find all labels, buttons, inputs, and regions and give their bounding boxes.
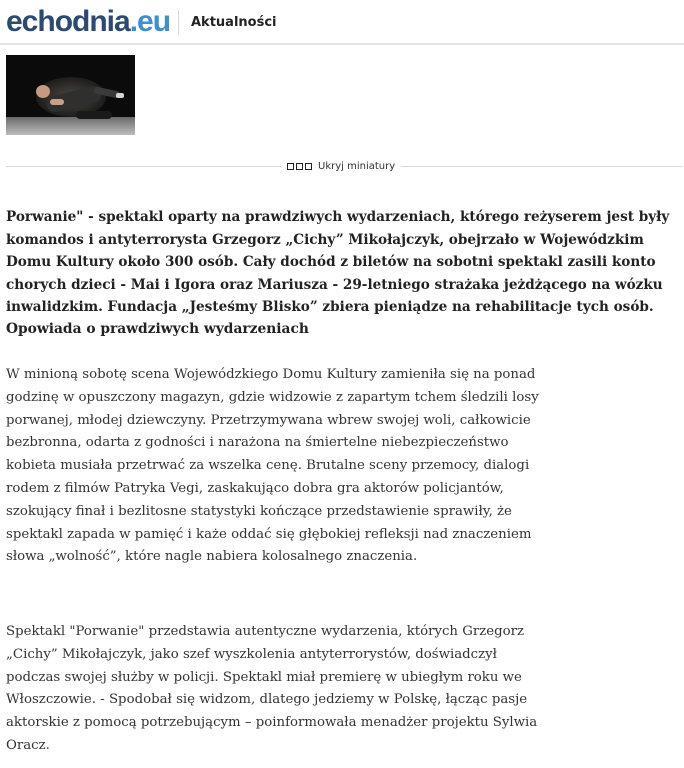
thumbnail-stage-floor bbox=[6, 117, 135, 135]
article-paragraph-1: W minioną sobotę scena Wojewódzkiego Domu Kultury zamieniła się na ponad godzinę w opuszczony magazyn, gdzie widzowie z zapartym tchem śledzili losy porwanej, młodej dziewczyny. Przetrzymywana wbrew swojej woli, całkowicie bezbronna, odarta z godności i narażona na śmiertelne niebezpieczeństwo kobieta musiała przetrwać za wszelka cenę. Brutalne sceny przemocy, dialogi rodem z filmów Patryka Vegi, zaskakująco dobra gra aktorów policjantów, szokujący finał i bezlitosne statystyki kończące przedstawienie sprawiły, że spektakl zapada w pamięć i każe oddać się głębokiej refleksji nad znaczeniem słowa „wolność”, które nagle nabiera kolosalnego znaczenia. bbox=[6, 367, 539, 565]
article-lead: Porwanie" - spektakl oparty na prawdziwych wydarzeniach, którego reżyserem jest były komandos i antyterrorysta Grzegorz „Cichy” Mikołajczyk, obejrzało w Wojewódzkim Domu Kultury około 300 osób. Cały dochód z biletów na sobotni spektakl zasili konto chorych dzieci - Mai i Igora oraz Mariusza - 29-letniego strażaka jeżdżącego na wózku inwalidzkim. Fundacja „Jesteśmy Blisko” zbiera pieniądze na rehabilitacje tych osób. bbox=[6, 209, 670, 315]
hide-thumbnails-label: Ukryj miniatury bbox=[318, 161, 396, 172]
hide-thumbnails-button[interactable] bbox=[281, 158, 401, 175]
logo-text-main: echodnia bbox=[6, 5, 130, 38]
site-logo[interactable] bbox=[6, 5, 170, 39]
thumbnail-floor-object bbox=[76, 111, 112, 119]
thumbnails-grid-icon bbox=[287, 163, 312, 170]
gallery-thumbnail[interactable] bbox=[6, 55, 135, 135]
header-divider bbox=[178, 10, 179, 35]
site-header bbox=[0, 0, 684, 45]
article-subheading: Opowiada o prawdziwych wydarzeniach bbox=[6, 321, 309, 337]
thumbnail-figure-head bbox=[36, 85, 50, 98]
logo-text-domain: .eu bbox=[129, 5, 171, 38]
thumbnail-figure-shoe bbox=[116, 93, 124, 98]
article-paragraph-2: Spektakl "Porwanie" przedstawia autentyczne wydarzenia, których Grzegorz „Cichy” Mikołajczyk, jako szef wyszkolenia antyterrorystów, doświadczył podczas swojej służby w policji. Spektakl miał premierę w ubiegłym roku we Włoszczowie. - Spodobał się widzom, dlatego jedziemy w Polskę, łącząc pasje aktorskie z pomocą potrzebującym – poinformowała menadżer projektu Sylwia Oracz. bbox=[6, 624, 538, 753]
thumbnail-figure-arm bbox=[50, 99, 64, 105]
section-link-aktualnosci[interactable]: Aktualności bbox=[191, 15, 277, 30]
